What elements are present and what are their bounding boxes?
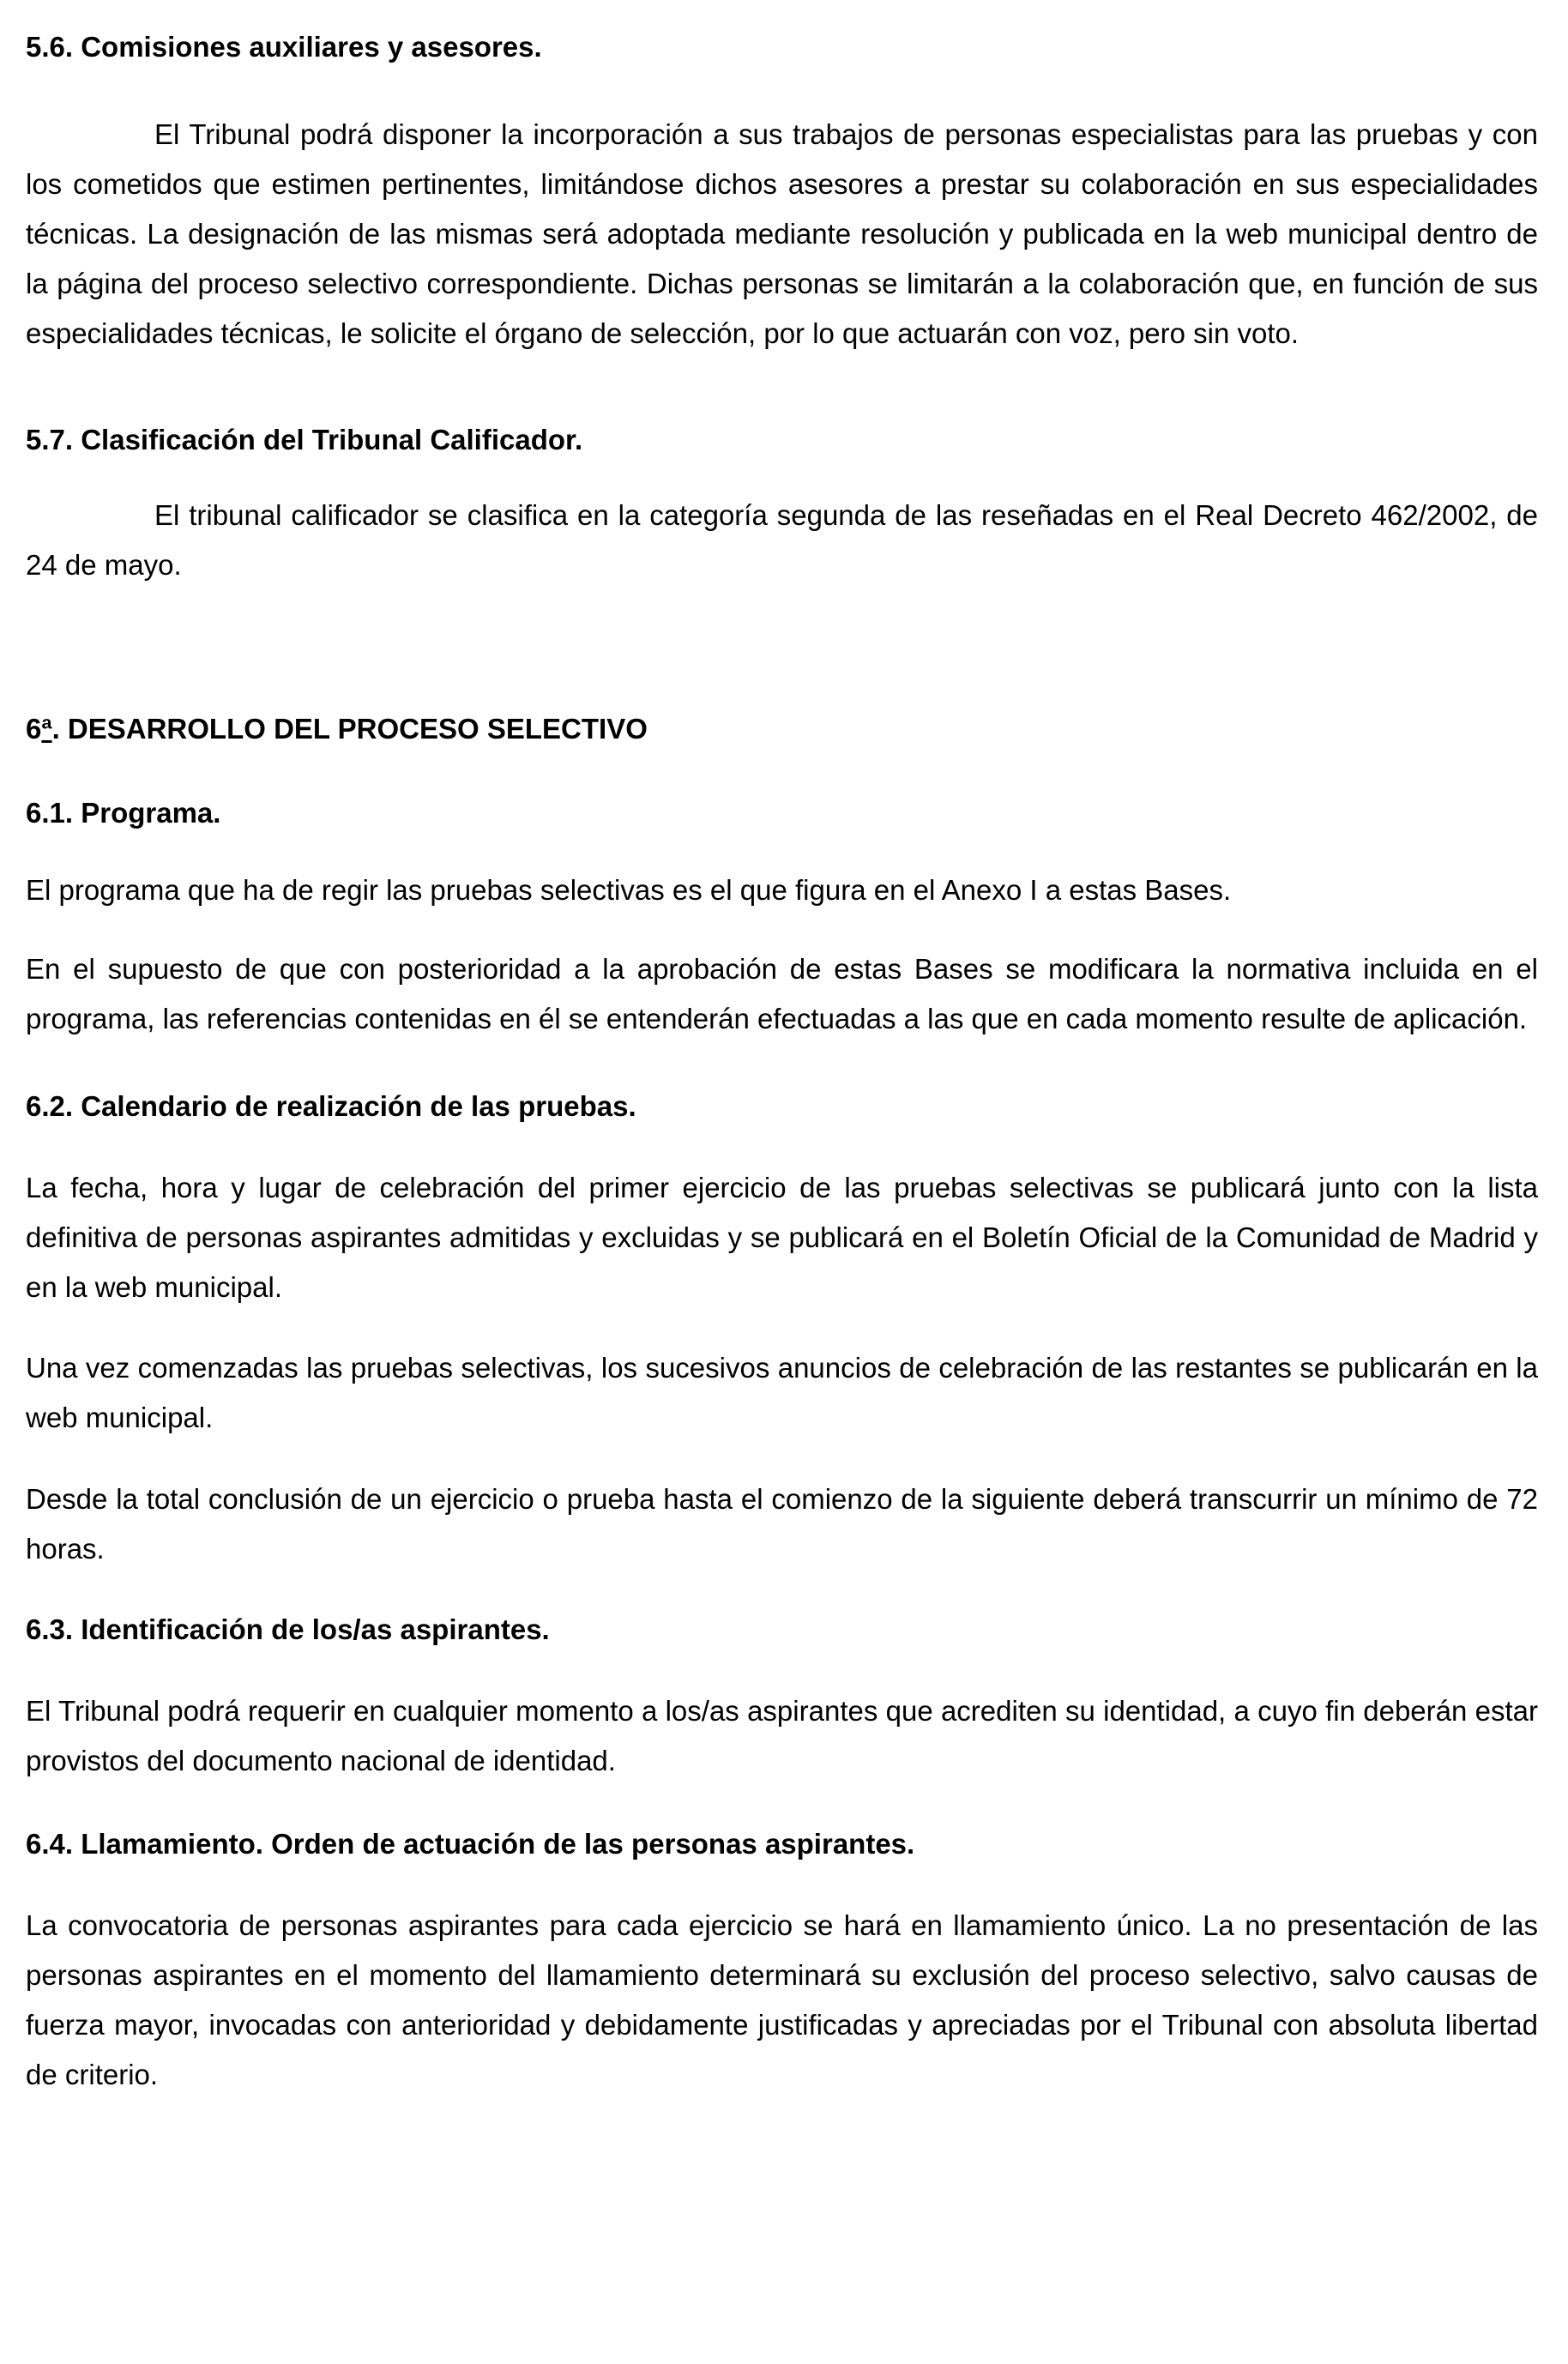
heading-5-6-comisiones-auxiliares: 5.6. Comisiones auxiliares y asesores. bbox=[26, 31, 542, 63]
heading-6-number: 6 bbox=[26, 713, 42, 745]
paragraph-6-1-anexo: El programa que ha de regir las pruebas selectivas es el que figura en el Anexo I a estas Bases. bbox=[26, 874, 1232, 906]
paragraph-6-2-fecha-hora-lugar: La fecha, hora y lugar de celebración del primer ejercicio de las pruebas selectivas se publicará junto con la lista definitiva de personas aspirantes admitidas y excluidas y se publicará en el Boletín Oficial de la Comunidad de Madrid y en la web municipal. bbox=[26, 1172, 1538, 1303]
heading-6-4-llamamiento: 6.4. Llamamiento. Orden de actuación de las personas aspirantes. bbox=[26, 1828, 915, 1860]
heading-5-7-clasificacion-tribunal: 5.7. Clasificación del Tribunal Calificador. bbox=[26, 424, 583, 455]
paragraph-5-6-body: El Tribunal podrá disponer la incorporación a sus trabajos de personas especialistas para las pruebas y con los cometidos que estimen pertinentes, limitándose dichos asesores a prestar su colaboración en sus especialidades técnicas. La designación de las mismas será adoptada mediante resolución y publicada en la web municipal dentro de la página del proceso selectivo correspondiente. Dichas personas se limitarán a la colaboración que, en función de sus especialidades técnicas, le solicite el órgano de selección, por lo que actuarán con voz, pero sin voto. bbox=[26, 118, 1538, 349]
paragraph-6-3-body: El Tribunal podrá requerir en cualquier momento a los/as aspirantes que acrediten su identidad, a cuyo fin deberán estar provistos del documento nacional de identidad. bbox=[26, 1695, 1538, 1776]
heading-6-desarrollo-proceso-selectivo bbox=[26, 704, 1538, 754]
heading-6-3-identificacion: 6.3. Identificación de los/as aspirantes. bbox=[26, 1613, 550, 1645]
paragraph-6-4-body: La convocatoria de personas aspirantes para cada ejercicio se hará en llamamiento único. La no presentación de las personas aspirantes en el momento del llamamiento determinará su exclusión del proceso selectivo, salvo causas de fuerza mayor, invocadas con anterioridad y debidamente justificadas y apreciadas por el Tribunal con absoluta libertad de criterio. bbox=[26, 1909, 1538, 2090]
paragraph-6-2-minimo-72-horas: Desde la total conclusión de un ejercicio o prueba hasta el comienzo de la siguiente deberá transcurrir un mínimo de 72 horas. bbox=[26, 1483, 1538, 1565]
heading-6-ordinal-indicator: ª bbox=[41, 713, 52, 745]
heading-6-1-programa: 6.1. Programa. bbox=[26, 797, 221, 829]
heading-6-2-calendario: 6.2. Calendario de realización de las pruebas. bbox=[26, 1090, 636, 1122]
paragraph-5-7-body: El tribunal calificador se clasifica en la categoría segunda de las reseñadas en el Real Decreto 462/2002, de 24 de mayo. bbox=[26, 499, 1538, 581]
paragraph-6-1-normativa: En el supuesto de que con posterioridad a la aprobación de estas Bases se modificara la normativa incluida en el programa, las referencias contenidas en él se entenderán efectuadas a las que en cada momento resulte de aplicación. bbox=[26, 953, 1538, 1034]
heading-6-title-text: . DESARROLLO DEL PROCESO SELECTIVO bbox=[51, 713, 648, 745]
paragraph-6-2-anuncios-sucesivos: Una vez comenzadas las pruebas selectivas, los sucesivos anuncios de celebración de las restantes se publicarán en la web municipal. bbox=[26, 1352, 1538, 1433]
